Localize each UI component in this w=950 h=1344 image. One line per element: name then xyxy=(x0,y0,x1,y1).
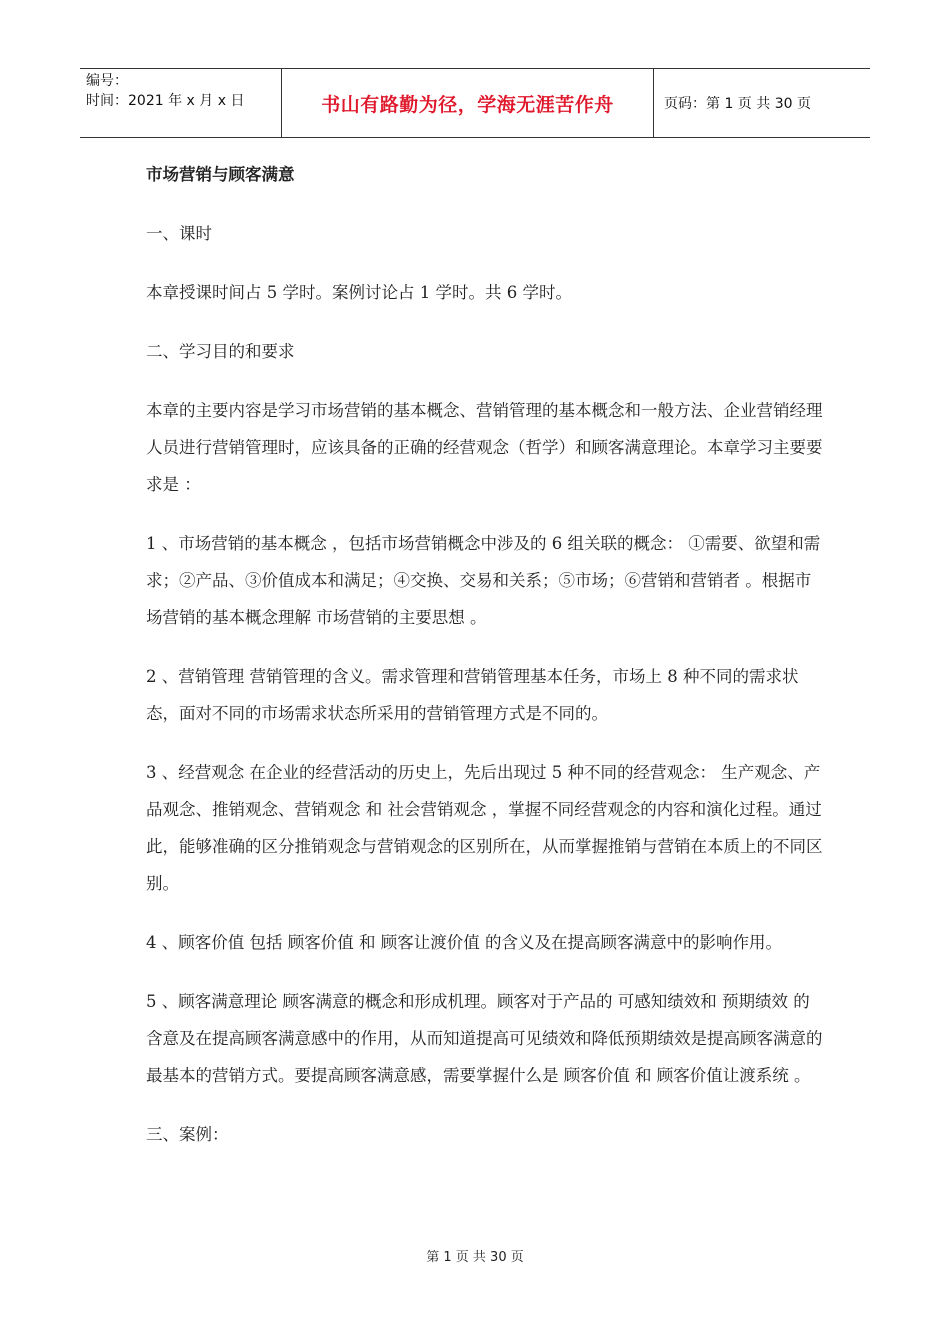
document-body xyxy=(146,150,826,1153)
doc-time-label: 时间：2021 年 x 月 x 日 xyxy=(86,93,245,109)
section-heading-1: 一、课时 xyxy=(146,224,212,243)
requirement-item-1: 1 、市场营销的基本概念 ，包括市场营销概念中涉及的 6 组关联的概念： ①需要、欲望和需求；②产品、③价值成本和满足；④交换、交易和关系；⑤市场；⑥营销和营销者 。根据市场营销的基本概念理解 市场营销的主要思想 。 xyxy=(146,534,821,627)
section-1-text: 本章授课时间占 5 学时。案例讨论占 1 学时。共 6 学时。 xyxy=(146,283,572,302)
requirement-item-3: 3 、经营观念 在企业的经营活动的历史上，先后出现过 5 种不同的经营观念： 生产观念、产品观念、推销观念、营销观念 和 社会营销观念 ，掌握不同经营观念的内容和演化过程。通过此，能够准确的区分推销观念与营销观念的区别所在，从而掌握推销与营销在本质上的不同区别。 xyxy=(146,763,823,893)
header-page-label: 页码：第 1 页 共 30 页 xyxy=(664,96,811,112)
section-2-intro: 本章的主要内容是学习市场营销的基本概念、营销管理的基本概念和一般方法、企业营销经理人员进行营销管理时，应该具备的正确的经营观念（哲学）和顾客满意理论。本章学习主要要求是 ： xyxy=(146,401,823,494)
requirement-item-4: 4 、顾客价值 包括 顾客价值 和 顾客让渡价值 的含义及在提高顾客满意中的影响作用。 xyxy=(146,933,782,952)
section-heading-3: 三、案例： xyxy=(146,1125,229,1144)
header-meta xyxy=(80,69,282,137)
doc-number-label: 编号： xyxy=(86,73,128,89)
page-footer: 第 1 页 共 30 页 xyxy=(426,1250,524,1265)
section-heading-2: 二、学习目的和要求 xyxy=(146,342,295,361)
requirement-item-5: 5 、顾客满意理论 顾客满意的概念和形成机理。顾客对于产品的 可感知绩效和 预期绩效 的含意及在提高顾客满意感中的作用，从而知道提高可见绩效和降低预期绩效是提高顾客满意的最基本的营销方式。要提高顾客满意感，需要掌握什么是 顾客价值 和 顾客价值让渡系统 。 xyxy=(146,992,823,1085)
header-motto: 书山有路勤为径，学海无涯苦作舟 xyxy=(282,69,654,137)
doc-title: 市场营销与顾客满意 xyxy=(146,165,295,184)
page-header xyxy=(80,68,870,138)
requirement-item-2: 2 、营销管理 营销管理的含义。需求管理和营销管理基本任务，市场上 8 种不同的需求状态，面对不同的市场需求状态所采用的营销管理方式是不同的。 xyxy=(146,667,799,723)
